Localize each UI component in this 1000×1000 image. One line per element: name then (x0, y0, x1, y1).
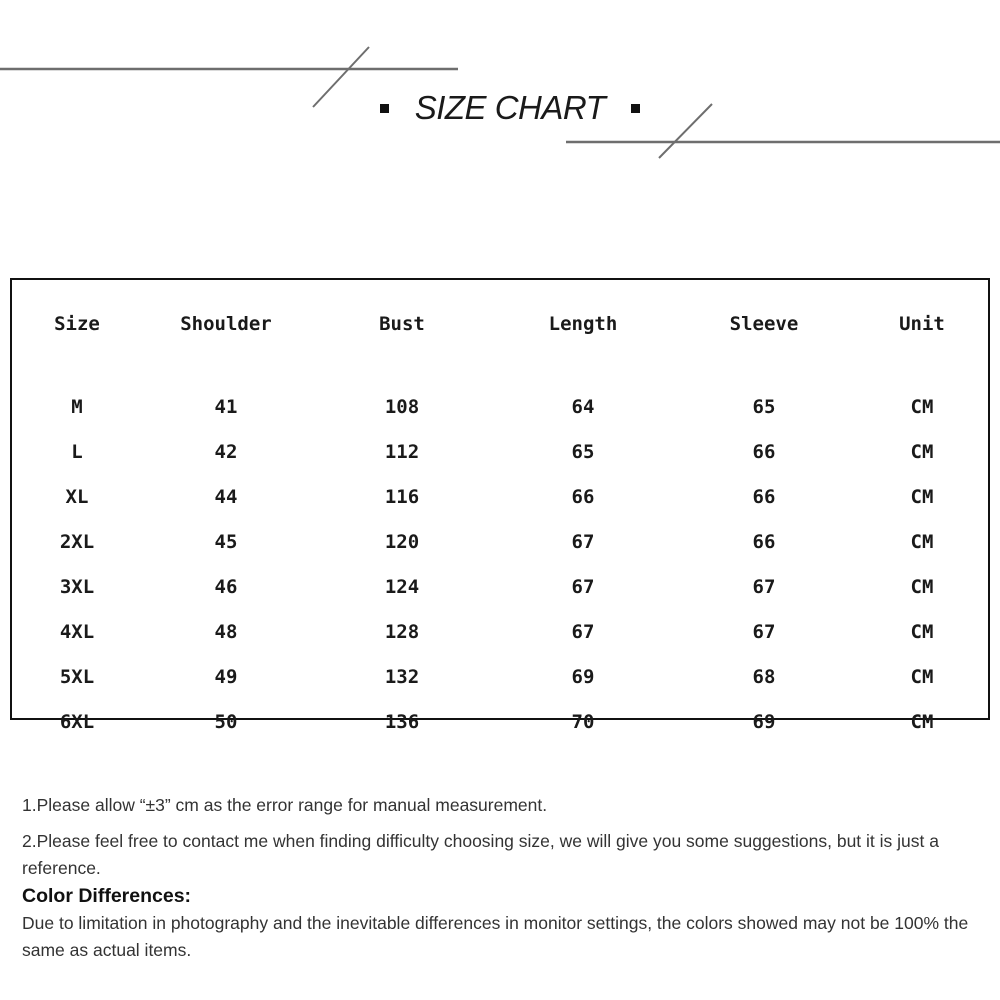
page-title (360, 86, 660, 130)
table-row (12, 519, 988, 564)
cell-sleeve: 66 (752, 485, 776, 508)
cell-shoulder: 42 (214, 440, 238, 463)
cell-unit: CM (910, 440, 934, 463)
table-row (12, 564, 988, 609)
cell-unit: CM (910, 530, 934, 553)
cell-unit: CM (910, 620, 934, 643)
column-header-size: Size (54, 313, 100, 335)
cell-length: 66 (571, 485, 595, 508)
cell-size: 2XL (59, 530, 95, 553)
cell-bust: 112 (384, 440, 420, 463)
column-header-bust: Bust (379, 313, 425, 335)
cell-sleeve: 69 (752, 710, 776, 733)
cell-size: L (71, 440, 83, 463)
color-differences-heading: Color Differences: (22, 885, 192, 907)
page-title-text: SIZE CHART (414, 89, 606, 126)
square-bullet-icon (380, 104, 389, 113)
cell-shoulder: 46 (214, 575, 238, 598)
cell-bust: 120 (384, 530, 420, 553)
cell-size: 4XL (59, 620, 95, 643)
cell-length: 70 (571, 710, 595, 733)
column-header-sleeve: Sleeve (729, 313, 799, 335)
table-spacer (12, 368, 988, 384)
cell-sleeve: 67 (752, 575, 776, 598)
note-contact-seller: 2.Please feel free to contact me when finding difficulty choosing size, we will give you some suggestions, but it is just a reference. (22, 831, 939, 878)
cell-size: XL (65, 485, 89, 508)
cell-shoulder: 48 (214, 620, 238, 643)
cell-length: 67 (571, 530, 595, 553)
cell-unit: CM (910, 395, 934, 418)
cell-sleeve: 66 (752, 530, 776, 553)
color-differences-text: Due to limitation in photography and the inevitable differences in monitor settings, the colors showed may not be 100% the same as actual items. (22, 913, 969, 960)
header-slash-right (659, 104, 712, 158)
table-row (12, 609, 988, 654)
table-row (12, 474, 988, 519)
cell-sleeve: 67 (752, 620, 776, 643)
cell-unit: CM (910, 485, 934, 508)
size-table (12, 280, 988, 744)
cell-bust: 132 (384, 665, 420, 688)
cell-size: 5XL (59, 665, 95, 688)
cell-bust: 124 (384, 575, 420, 598)
cell-length: 65 (571, 440, 595, 463)
column-header-unit: Unit (899, 313, 945, 335)
table-row (12, 654, 988, 699)
cell-sleeve: 66 (752, 440, 776, 463)
cell-shoulder: 45 (214, 530, 238, 553)
column-header-shoulder: Shoulder (180, 313, 272, 335)
cell-shoulder: 41 (214, 395, 238, 418)
cell-length: 64 (571, 395, 595, 418)
square-bullet-icon (631, 104, 640, 113)
table-row (12, 699, 988, 744)
cell-length: 67 (571, 575, 595, 598)
cell-sleeve: 65 (752, 395, 776, 418)
cell-bust: 128 (384, 620, 420, 643)
cell-bust: 108 (384, 395, 420, 418)
cell-shoulder: 49 (214, 665, 238, 688)
size-table-frame (10, 278, 990, 733)
cell-size: M (71, 395, 83, 418)
cell-size: 6XL (59, 710, 95, 733)
table-row (12, 384, 988, 429)
cell-sleeve: 68 (752, 665, 776, 688)
cell-unit: CM (910, 710, 934, 733)
cell-shoulder: 44 (214, 485, 238, 508)
table-row (12, 429, 988, 474)
cell-unit: CM (910, 575, 934, 598)
column-header-length: Length (548, 313, 618, 335)
cell-size: 3XL (59, 575, 95, 598)
table-header-row (12, 280, 988, 368)
notes-section (22, 792, 982, 964)
cell-bust: 136 (384, 710, 420, 733)
cell-unit: CM (910, 665, 934, 688)
cell-shoulder: 50 (214, 710, 238, 733)
cell-length: 67 (571, 620, 595, 643)
cell-length: 69 (571, 665, 595, 688)
cell-bust: 116 (384, 485, 420, 508)
note-measurement-error: 1.Please allow “±3” cm as the error range for manual measurement. (22, 795, 548, 815)
